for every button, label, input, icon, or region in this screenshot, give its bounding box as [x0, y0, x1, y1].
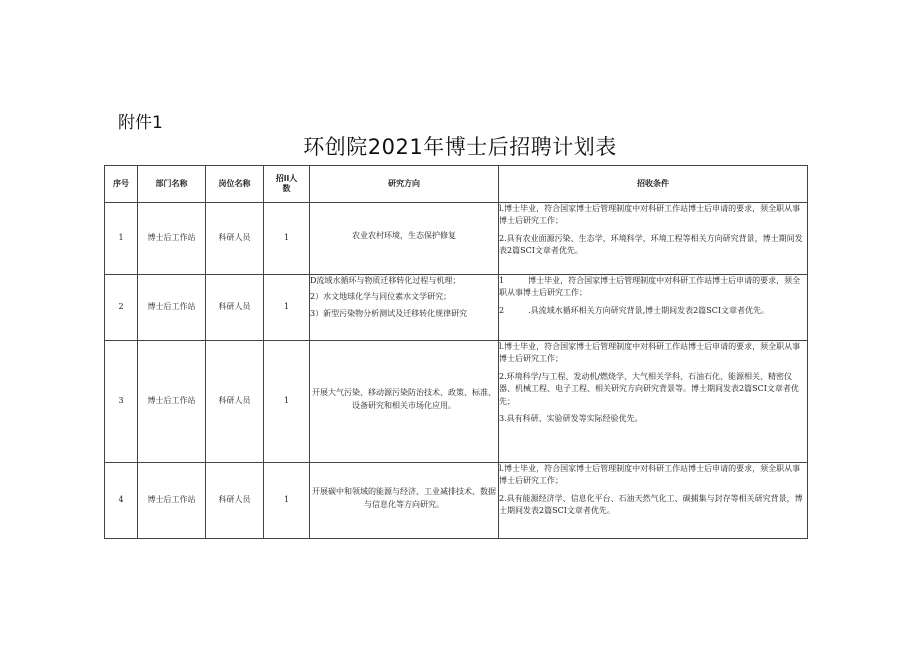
row-position: 科研人员	[206, 203, 264, 275]
table-row	[105, 275, 808, 341]
table-row	[105, 341, 808, 463]
row-department: 博士后工作站	[138, 341, 206, 463]
requirement-line: l.博士毕业，符合国家博士后管理制度中对科研工作站博士后申请的要求，须全职从事博士后研究工作；	[499, 464, 801, 486]
row-count: 1	[264, 463, 310, 539]
header-department: 部门名称	[138, 166, 206, 203]
header-direction: 研究方向	[310, 166, 499, 203]
row-count: 1	[264, 341, 310, 463]
recruitment-plan-table	[104, 165, 808, 539]
requirement-line: 2 .具流域水循环相关方向研究背景,博士期间发表2篇SCI文章者优先。	[499, 305, 770, 315]
table-header-row	[105, 166, 808, 203]
row-department: 博士后工作站	[138, 275, 206, 341]
row-requirements	[499, 203, 808, 275]
row-index: 3	[105, 341, 138, 463]
row-count: 1	[264, 203, 310, 275]
requirement-line: 2.具有能源经济学、信息化平台、石油天然气化工、碳捕集与封存等相关研究背景，博士期间发表2篇SCI文章者优先。	[499, 493, 803, 516]
row-direction	[310, 203, 499, 275]
row-requirements	[499, 463, 808, 539]
direction-line: D流域水循环与物质迁移转化过程与机理；	[310, 276, 461, 285]
header-requirements: 招收条件	[499, 166, 808, 203]
header-count-line2: 数	[282, 184, 291, 193]
requirement-line: 2.环境科学/与工程、发动机/燃烧学、大气相关学科、石油石化、能源相关、精密仪器、机械工程、电子工程、相关研究方向研究背景等。博士期间发表2篇SCI文章者优先；	[499, 371, 799, 406]
row-department: 博士后工作站	[138, 463, 206, 539]
requirement-line: 2.具有农业面源污染、生态学、环境科学、环境工程等相关方向研究背景，博士期间发表2篇SCI文章者优先。	[499, 233, 803, 256]
row-index: 2	[105, 275, 138, 341]
row-position: 科研人员	[206, 463, 264, 539]
row-position: 科研人员	[206, 341, 264, 463]
direction-line: 3）新型污染物分析测试及迁移转化规律研究	[310, 308, 468, 318]
direction-line: 农业农村环境，生态保护修复	[352, 231, 456, 241]
row-direction	[310, 463, 499, 539]
header-position: 岗位名称	[206, 166, 264, 203]
row-index: 1	[105, 203, 138, 275]
requirement-line: l.博士毕业，符合国家博士后管理制度中对科研工作站博士后申请的要求，须全职从事博士后研究工作；	[499, 342, 801, 364]
attachment-label: 附件1	[118, 113, 163, 133]
row-count: 1	[264, 275, 310, 341]
row-index: 4	[105, 463, 138, 539]
header-index: 序号	[105, 166, 138, 203]
table-row	[105, 203, 808, 275]
row-requirements	[499, 341, 808, 463]
direction-line: 开展大气污染、移动源污染防治技术、政策、标准、设备研究和相关市场化应用。	[312, 388, 496, 410]
document-title: 环创院2021年博士后招聘计划表	[303, 135, 617, 159]
row-direction	[310, 341, 499, 463]
requirement-line: 3.具有科研、实验研发等实际经验优先。	[499, 413, 643, 423]
direction-line: 开展碳中和领域的能源与经济、工业减排技术、数据与信息化等方向研究。	[312, 487, 496, 509]
row-position: 科研人员	[206, 275, 264, 341]
header-count	[264, 166, 310, 203]
row-direction	[310, 275, 499, 341]
header-count-line1: 招ll人	[275, 173, 298, 183]
table-row	[105, 463, 808, 539]
row-requirements	[499, 275, 808, 341]
direction-line: 2）水文地球化学与同位素水文学研究；	[310, 292, 452, 302]
requirement-line: 1 博士毕业，符合国家博士后管理制度中对科研工作站博士后申请的要求，须全职从事博士后研究工作；	[499, 276, 801, 298]
requirement-line: l.博士毕业，符合国家博士后管理制度中对科研工作站博士后申请的要求，须全职从事博士后研究工作；	[499, 204, 801, 226]
row-department: 博士后工作站	[138, 203, 206, 275]
